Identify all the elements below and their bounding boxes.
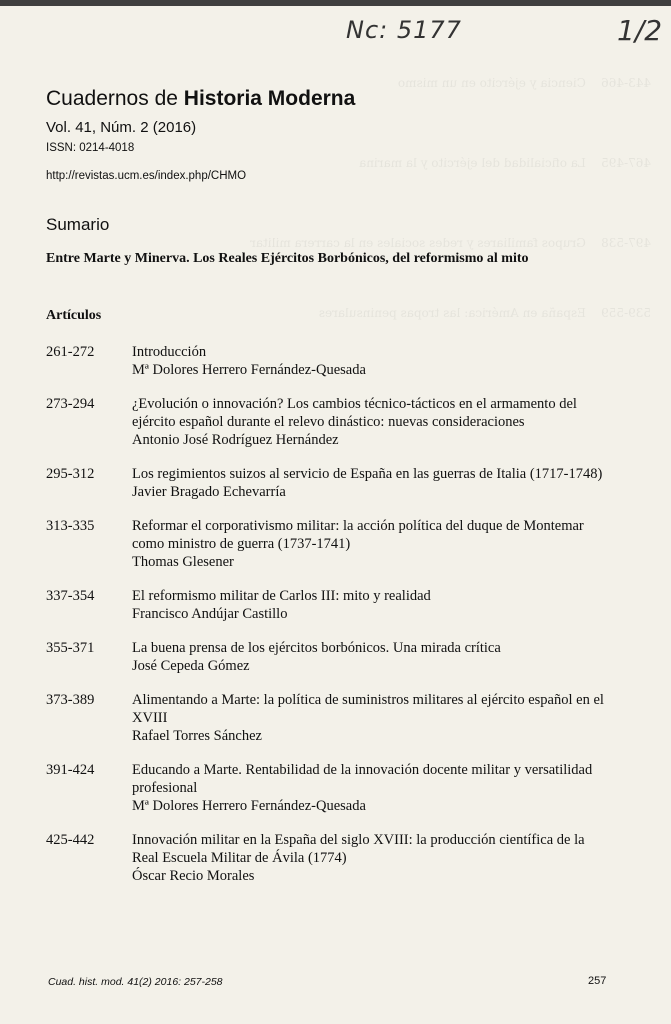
volume-label: Vol. xyxy=(46,119,72,136)
article-author: Antonio José Rodríguez Hernández xyxy=(132,432,339,448)
article-title: Reformar el corporativismo militar: la acción política del duque de Montemar como ministro de guerra (1737-1741) xyxy=(132,518,584,552)
article-author: Rafael Torres Sánchez xyxy=(132,728,262,744)
volume-number: 41 xyxy=(75,119,92,136)
article-pages: 425-442 xyxy=(46,832,95,848)
article-entry xyxy=(46,587,606,623)
page-number: 257 xyxy=(588,975,607,987)
article-title: Innovación militar en la España del siglo XVIII: la producción científica de la Real Escuela Militar de Ávila (1774) xyxy=(132,832,585,866)
article-pages: 337-354 xyxy=(46,588,95,604)
article-content xyxy=(132,691,606,745)
article-title: La buena prensa de los ejércitos borbónicos. Una mirada crítica xyxy=(132,640,501,656)
summary-heading: Sumario xyxy=(46,215,110,234)
volume-info xyxy=(46,119,196,136)
article-pages: 261-272 xyxy=(46,344,95,360)
handwritten-page-mark: 1/2 xyxy=(617,14,663,47)
show-through-decoration: 539-559 España en América: las tropas peninsulares xyxy=(318,306,651,320)
show-through-decoration: 497-538 Grupos familiares y redes sociales en la carrera militar xyxy=(250,236,651,250)
article-author: Mª Dolores Herrero Fernández-Quesada xyxy=(132,798,366,814)
journal-title-bold: Historia Moderna xyxy=(183,87,356,110)
article-entry xyxy=(46,395,606,449)
article-author: Francisco Andújar Castillo xyxy=(132,606,288,622)
article-content xyxy=(132,831,606,885)
articles-list xyxy=(46,343,606,901)
article-title: ¿Evolución o innovación? Los cambios técnico-tácticos en el armamento del ejército español durante el relevo dinástico: nuevas consideraciones xyxy=(132,396,577,430)
article-author: Mª Dolores Herrero Fernández-Quesada xyxy=(132,362,366,378)
article-author: Javier Bragado Echevarría xyxy=(132,484,286,500)
article-content xyxy=(132,517,606,571)
article-author: Thomas Glesener xyxy=(132,554,234,570)
journal-url: http://revistas.ucm.es/index.php/CHMO xyxy=(46,170,247,182)
article-pages: 273-294 xyxy=(46,396,95,412)
article-title: Alimentando a Marte: la política de suministros militares al ejército español en el XVIII xyxy=(132,692,604,726)
show-through-decoration: 443-466 Ciencia y ejército en un mismo xyxy=(397,76,651,90)
article-entry xyxy=(46,831,606,885)
article-title: Los regimientos suizos al servicio de España en las guerras de Italia (1717-1748) xyxy=(132,466,603,482)
journal-title-prefix: Cuadernos de xyxy=(46,87,178,110)
article-title: El reformismo militar de Carlos III: mito y realidad xyxy=(132,588,431,604)
article-title: Introducción xyxy=(132,344,207,360)
article-pages: 295-312 xyxy=(46,466,95,482)
handwritten-code: Nc: 5177 xyxy=(346,16,462,44)
issue-theme-title: Entre Marte y Minerva. Los Reales Ejércitos Borbónicos, del reformismo al mito xyxy=(46,251,529,266)
article-author: José Cepeda Gómez xyxy=(132,658,250,674)
article-author: Óscar Recio Morales xyxy=(132,868,255,884)
article-content xyxy=(132,761,606,815)
show-through-decoration: 467-495 La oficialidad del ejército y la marina xyxy=(359,156,651,170)
issue-value: 2 (2016) xyxy=(140,119,197,136)
article-content xyxy=(132,639,606,675)
articles-heading: Artículos xyxy=(46,308,102,323)
article-entry xyxy=(46,691,606,745)
footer-citation: Cuad. hist. mod. 41(2) 2016: 257-258 xyxy=(48,976,223,988)
issn: ISSN: 0214-4018 xyxy=(46,142,135,154)
article-title: Educando a Marte. Rentabilidad de la innovación docente militar y versatilidad profesional xyxy=(132,762,593,796)
issue-label: , Núm. xyxy=(91,119,137,136)
article-pages: 391-424 xyxy=(46,762,95,778)
article-entry xyxy=(46,465,606,501)
article-content xyxy=(132,395,606,449)
article-entry xyxy=(46,517,606,571)
article-entry xyxy=(46,343,606,379)
article-entry xyxy=(46,761,606,815)
article-entry xyxy=(46,639,606,675)
article-content xyxy=(132,465,606,501)
article-content xyxy=(132,587,606,623)
document-page xyxy=(0,6,671,1024)
journal-title xyxy=(46,87,355,111)
article-pages: 355-371 xyxy=(46,640,95,656)
article-content xyxy=(132,343,606,379)
article-pages: 313-335 xyxy=(46,518,95,534)
article-pages: 373-389 xyxy=(46,692,95,708)
